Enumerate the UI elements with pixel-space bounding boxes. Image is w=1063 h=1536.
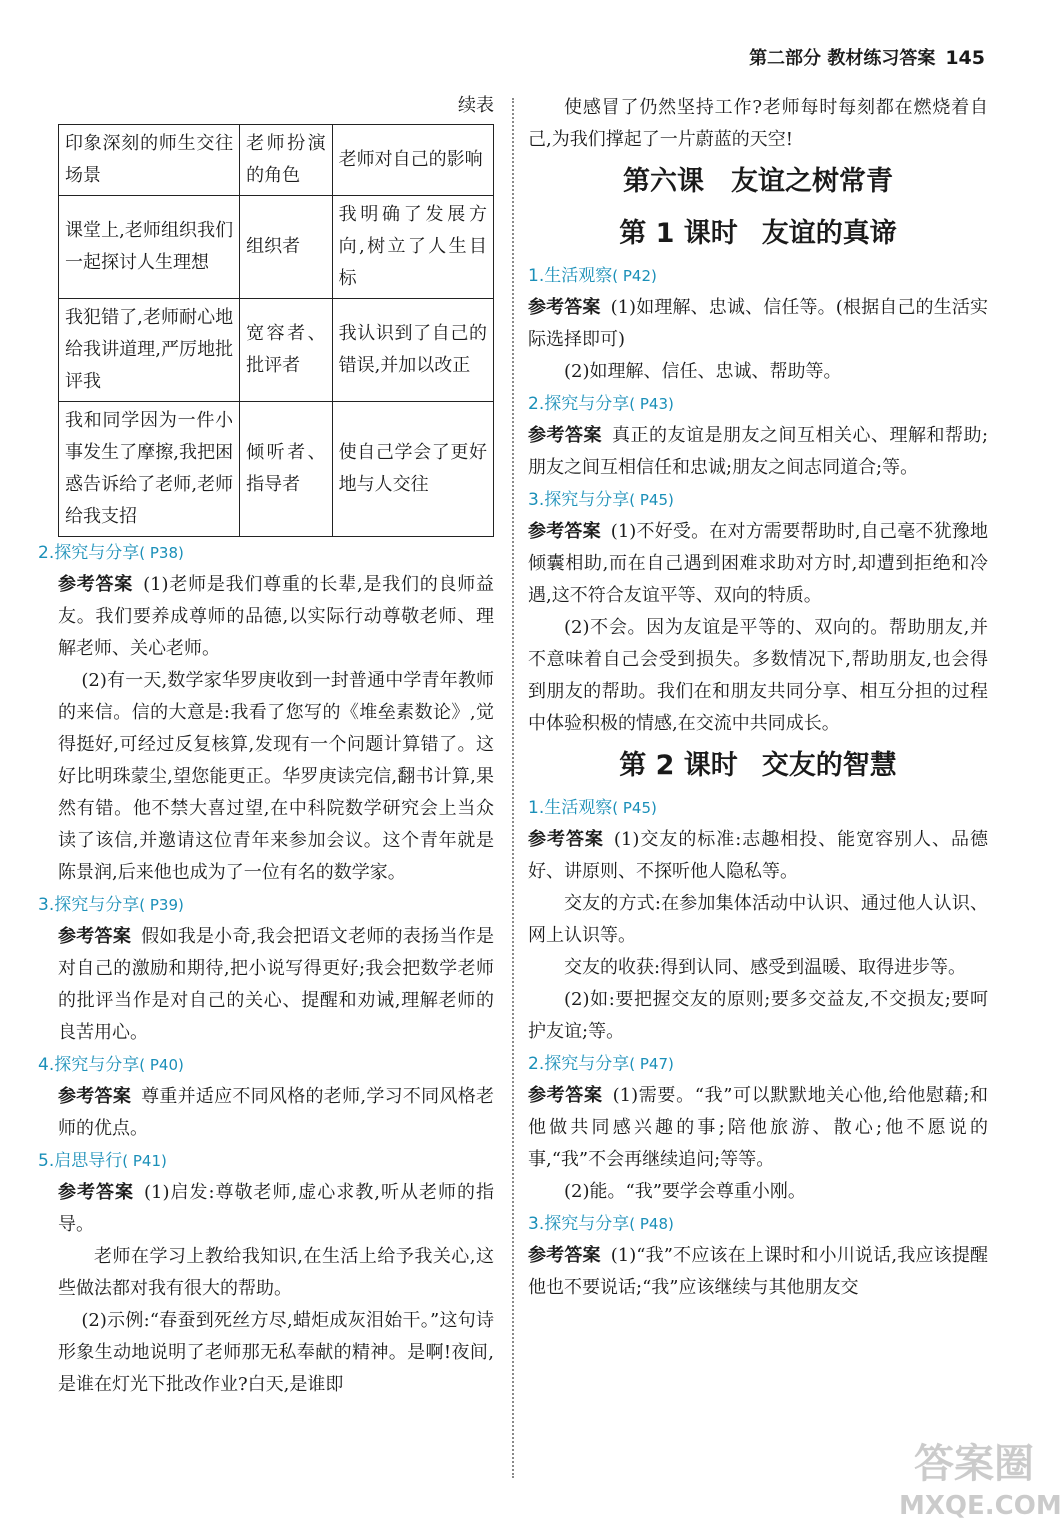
table-row <box>59 402 494 537</box>
answer-paragraph: (2)示例:“春蚕到死丝方尽,蜡炬成灰泪始干。”这句诗形象生动地说明了老师那无私奉献的精神。是啊!夜间,是谁在灯光下批改作业?白天,是谁即 <box>58 1310 494 1395</box>
answer-paragraph: (2)有一天,数学家华罗庚收到一封普通中学青年教师的来信。信的大意是:我看了您写的《堆垒素数论》,觉得挺好,可经过反复核算,发现有一个问题计算错了。这好比明珠蒙尘,望您能更正。华罗庚读完信,翻书计算,果然有错。他不禁大喜过望,在中科院数学研究会上当众读了该信,并邀请这位青年来参加会议。这个青年就是陈景润,后来他也成为了一位有名的数学家。 <box>58 670 494 883</box>
period-title: 第 1 课时 友谊的真谛 <box>619 218 897 249</box>
answer-paragraph: 参考答案 (1)需要。“我”可以默默地关心他,给他慰藉;和他做共同感兴趣的事;陪他旅游、散心;他不愿说的事,“我”不会再继续追问;等等。 <box>528 1085 989 1170</box>
answer-paragraph: 交友的收获:得到认同、感受到温暖、取得进步等。 <box>564 957 967 978</box>
answer-label: 参考答案 <box>528 829 604 850</box>
answer-paragraph: 参考答案 (1)启发:尊敬老师,虚心求教,听从老师的指导。 <box>58 1182 494 1235</box>
answer-label: 参考答案 <box>528 521 601 542</box>
column-divider <box>512 98 514 1478</box>
left-column <box>38 92 495 1401</box>
section-heading: 3.探究与分享( P48) <box>528 1214 674 1234</box>
answer-paragraph: (2)如理解、信任、忠诚、帮助等。 <box>564 361 842 382</box>
table-cell: 组织者 <box>240 196 332 299</box>
section-heading: 1.生活观察( P45) <box>528 798 657 818</box>
section-heading: 5.启思导行( P41) <box>38 1151 167 1171</box>
table-cell: 倾听者、指导者 <box>240 402 332 537</box>
table-row <box>59 299 494 402</box>
section-heading: 2.探究与分享( P38) <box>38 543 184 563</box>
site-watermark: 答案圈 MXQE.COM <box>899 1441 1062 1521</box>
table-cell: 我和同学因为一件小事发生了摩擦,我把困惑告诉给了老师,老师给我支招 <box>59 402 240 537</box>
answer-label: 参考答案 <box>528 1245 601 1266</box>
answer-label: 参考答案 <box>58 1086 132 1107</box>
table-cell: 我犯错了,老师耐心地给我讲道理,严厉地批评我 <box>59 299 240 402</box>
answer-label: 参考答案 <box>58 574 134 595</box>
answer-paragraph: 参考答案 真正的友谊是朋友之间互相关心、理解和帮助;朋友之间互相信任和忠诚;朋友之间志同道合;等。 <box>528 425 989 478</box>
answer-paragraph: 参考答案 (1)交友的标准:志趣相投、能宽容别人、品德好、讲原则、不探听他人隐私等。 <box>528 829 989 882</box>
table-cell: 老师扮演的角色 <box>240 125 332 196</box>
table-cell: 老师对自己的影响 <box>332 125 493 196</box>
period-title: 第 2 课时 交友的智慧 <box>619 750 897 781</box>
answer-paragraph: 参考答案 (1)“我”不应该在上课时和小川说话,我应该提醒他也不要说话;“我”应该继续与其他朋友交 <box>528 1245 989 1298</box>
table-row <box>59 125 494 196</box>
table-cell: 课堂上,老师组织我们一起探讨人生理想 <box>59 196 240 299</box>
answer-paragraph: 参考答案 (1)不好受。在对方需要帮助时,自己毫不犹豫地倾囊相助,而在自己遇到困难求助对方时,却遭到拒绝和冷遇,这不符合友谊平等、双向的特质。 <box>528 521 988 606</box>
answer-paragraph: (2)如:要把握交友的原则;要多交益友,不交损友;要呵护友谊;等。 <box>528 989 988 1042</box>
header-section: 第二部分 教材练习答案 <box>749 48 936 69</box>
table-cell: 宽容者、批评者 <box>240 299 332 402</box>
right-column <box>528 92 988 1304</box>
table-cell: 我明确了发展方向,树立了人生目标 <box>332 196 493 299</box>
table-cell: 使自己学会了更好地与人交往 <box>332 402 493 537</box>
answer-paragraph: (2)能。“我”要学会尊重小刚。 <box>564 1181 806 1202</box>
answer-label: 参考答案 <box>528 425 602 446</box>
section-heading: 3.探究与分享( P39) <box>38 895 184 915</box>
answer-paragraph: 参考答案 (1)如理解、忠诚、信任等。(根据自己的生活实际选择即可) <box>528 297 988 350</box>
answer-paragraph: 老师在学习上教给我知识,在生活上给予我关心,这些做法都对我有很大的帮助。 <box>58 1246 494 1299</box>
section-heading: 1.生活观察( P42) <box>528 266 657 286</box>
table-cell: 印象深刻的师生交往场景 <box>59 125 240 196</box>
section-heading: 3.探究与分享( P45) <box>528 490 674 510</box>
section-heading: 4.探究与分享( P40) <box>38 1055 184 1075</box>
lesson-title: 第六课 友谊之树常青 <box>623 166 893 197</box>
section-heading: 2.探究与分享( P43) <box>528 394 674 414</box>
page-number: 145 <box>945 47 985 69</box>
answer-label: 参考答案 <box>528 1085 603 1106</box>
answer-label: 参考答案 <box>58 926 132 947</box>
answer-label: 参考答案 <box>58 1182 134 1203</box>
table-continued-label: 续表 <box>458 95 494 116</box>
answer-paragraph: (2)不会。因为友谊是平等的、双向的。帮助朋友,并不意味着自己会受到损失。多数情况下,帮助朋友,也会得到朋友的帮助。我们在和朋友共同分享、相互分担的过程中体验积极的情感,在交流中共同成长。 <box>528 617 988 734</box>
answer-paragraph: 参考答案 假如我是小奇,我会把语文老师的表扬当作是对自己的激励和期待,把小说写得更好;我会把数学老师的批评当作是对自己的关心、提醒和劝诫,理解老师的良苦用心。 <box>58 926 494 1043</box>
page-header <box>749 44 985 70</box>
table-row <box>59 196 494 299</box>
table-cell: 我认识到了自己的错误,并加以改正 <box>332 299 493 402</box>
continued-paragraph: 使感冒了仍然坚持工作?老师每时每刻都在燃烧着自己,为我们撑起了一片蔚蓝的天空! <box>528 97 988 150</box>
answer-paragraph: 交友的方式:在参加集体活动中认识、通过他人认识、网上认识等。 <box>528 893 988 946</box>
section-heading: 2.探究与分享( P47) <box>528 1054 674 1074</box>
answer-paragraph: 参考答案 (1)老师是我们尊重的长辈,是我们的良师益友。我们要养成尊师的品德,以实际行动尊敬老师、理解老师、关心老师。 <box>58 574 495 659</box>
answer-paragraph: 参考答案 尊重并适应不同风格的老师,学习不同风格老师的优点。 <box>58 1086 494 1139</box>
answer-label: 参考答案 <box>528 297 601 318</box>
teacher-role-table <box>58 124 494 537</box>
